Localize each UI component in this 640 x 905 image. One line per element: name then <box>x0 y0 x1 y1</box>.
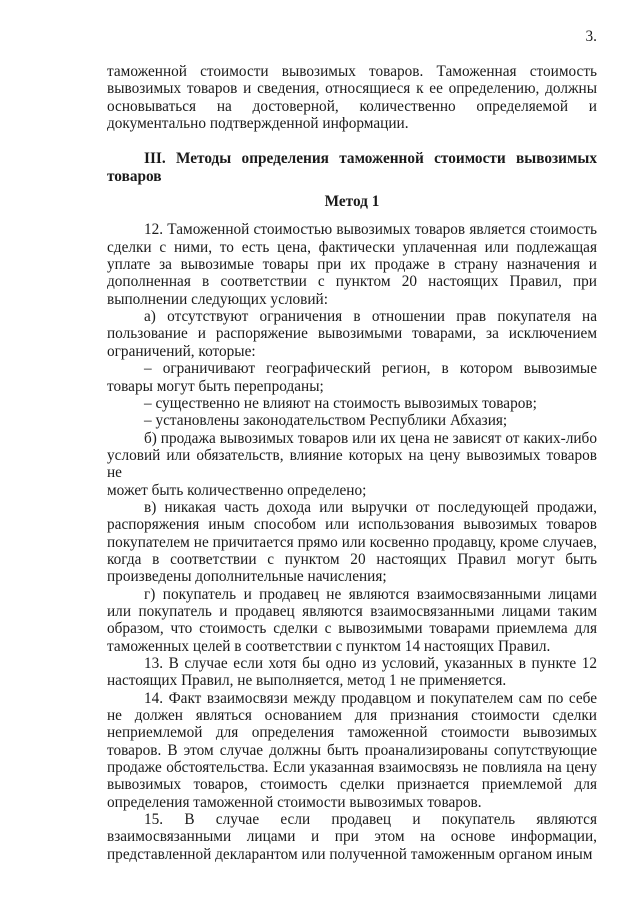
text-line: продаже обстоятельства. Если указанная взаимосвязь не повлияла на цену <box>107 759 597 777</box>
text-line: может быть количественно определено; <box>107 481 367 499</box>
paragraph <box>107 395 597 412</box>
section-heading-line: III. Методы определения таможенной стоимости вывозимых <box>144 150 597 168</box>
text-line: вывозимых товаров и сведения, относящиеся к ее определению, должны <box>107 80 597 98</box>
text-line: ограничений, которые: <box>107 342 256 360</box>
text-line: пользование и распоряжение вывозимыми товарами, за исключением <box>107 325 597 343</box>
text-line: г) покупатель и продавец не являются взаимосвязанными лицами <box>144 585 597 603</box>
intro-paragraph <box>107 63 597 132</box>
text-line: а) отсутствуют ограничения в отношении прав покупателя на <box>144 308 597 326</box>
text-line: произведены дополнительные начисления; <box>107 568 387 586</box>
text-line: – ограничивают географический регион, в котором вывозимые <box>144 360 597 378</box>
text-line: взаимосвязанными лицами и при этом на основе информации, <box>107 828 597 846</box>
text-line: – существенно не влияют на стоимость вывозимых товаров; <box>144 394 537 412</box>
text-line: определения таможенной стоимости вывозимых товаров. <box>107 793 482 811</box>
paragraph <box>107 586 597 655</box>
text-line: выполнении следующих условий: <box>107 290 328 308</box>
text-line: представленной декларантом или полученной таможенным органом иным <box>107 845 593 863</box>
text-line: – установлены законодательством Республики Абхазия; <box>144 412 508 430</box>
text-line: таможенной стоимости вывозимых товаров. Таможенная стоимость <box>107 63 597 80</box>
paragraph <box>107 811 597 863</box>
paragraph <box>107 221 597 308</box>
text-line: таможенных целей в соответствии с пунктом 14 настоящих Правил. <box>107 637 551 655</box>
text-line: настоящих Правил, не выполняется, метод 1 не применяется. <box>107 672 507 690</box>
paragraph <box>107 655 597 690</box>
text-line: дополненная в соответствии с пунктом 20 настоящих Правил, при <box>107 273 597 291</box>
text-line: неприемлемой для определения таможенной стоимости вывозимых <box>107 724 597 742</box>
text-line: не должен являться основанием для признания стоимости сделки <box>107 707 597 725</box>
text-line: товары могут быть перепроданы; <box>107 377 324 395</box>
paragraph <box>107 360 597 395</box>
text-line: документально подтвержденной информации. <box>107 115 409 133</box>
text-line: или покупатель и продавец являются взаимосвязанными лицами таким <box>107 602 597 620</box>
method-heading: Метод 1 <box>324 193 380 211</box>
text-line: образом, что стоимость сделки с вывозимыми товарами приемлема для <box>107 620 597 638</box>
section-heading <box>107 150 597 185</box>
text-line: товаров. В этом случае должны быть проанализированы сопутствующие <box>107 741 597 759</box>
paragraph <box>107 308 597 360</box>
text-line: 13. В случае если хотя бы одно из условий, указанных в пункте 12 <box>144 655 597 672</box>
text-line: 12. Таможенной стоимостью вывозимых товаров является стоимость <box>144 221 597 239</box>
text-line: основываться на достоверной, количественно определяемой и <box>107 97 597 115</box>
text-line: уплате за вывозимые товары при их продаже в страну назначения и <box>107 256 597 274</box>
text-line: 15. В случае если продавец и покупатель являются <box>144 811 597 829</box>
text-line: когда в соответствии с пунктом 20 настоящих Правил могут быть <box>107 550 597 568</box>
document-body <box>107 221 597 863</box>
paragraph <box>107 499 597 586</box>
paragraph <box>107 690 597 811</box>
text-line: вывозимых товаров, стоимость сделки признается приемлемой для <box>107 776 597 794</box>
text-line: б) продажа вывозимых товаров или их цена не зависят от каких-либо <box>144 429 597 447</box>
text-line: сделки с ними, то есть цена, фактически уплаченная или подлежащая <box>107 238 597 256</box>
text-line: покупателем не причитается прямо или косвенно продавцу, кроме случаев, <box>107 533 597 551</box>
page-number: 3. <box>585 28 597 45</box>
text-line: условий или обязательств, влияние которых на цену вывозимых товаров не <box>107 446 597 482</box>
paragraph <box>107 430 597 499</box>
text-line: в) никакая часть дохода или выручки от последующей продажи, <box>144 498 597 516</box>
section-heading-line: товаров <box>107 167 162 185</box>
text-line: 14. Факт взаимосвязи между продавцом и покупателем сам по себе <box>144 689 597 707</box>
paragraph <box>107 412 597 429</box>
method-heading-wrap <box>107 193 597 210</box>
text-line: распоряжения иным способом или использования вывозимых товаров <box>107 516 597 534</box>
